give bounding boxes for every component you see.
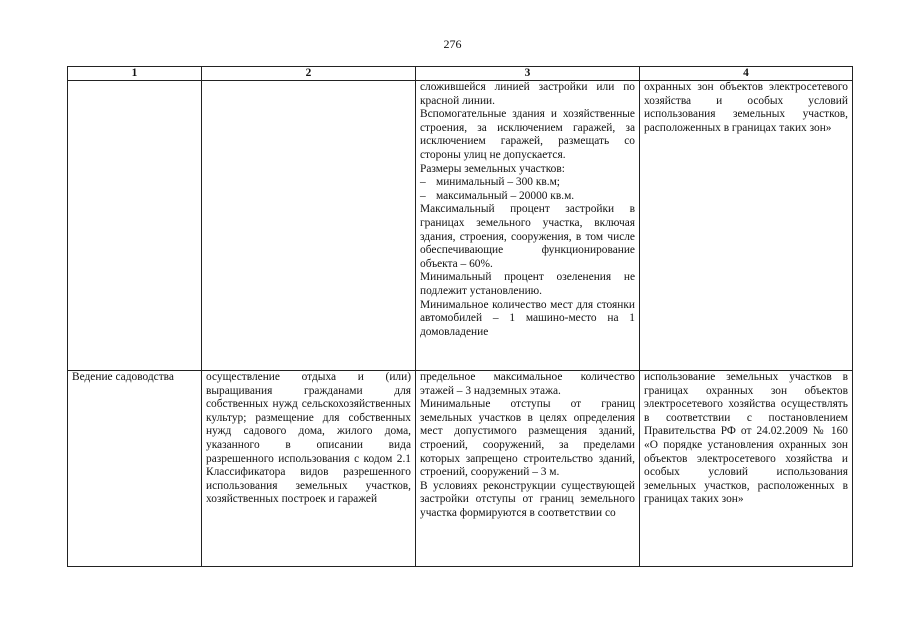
list-item-text: максимальный – 20000 кв.м. [436, 189, 575, 202]
page-number: 276 [443, 37, 462, 51]
parameters-text: В условиях реконструкции существующей застройки отступы от границ земельного участка формируются в соответствии со [420, 479, 635, 519]
restrictions-cell: использование земельных участков в границах охранных зон объектов электросетевого хозяйства осуществлять в соответствии с постановлением Правительства РФ от 24.02.2009 № 160 «О порядке установления охранных зон объектов электросетевого хозяйства и особых условий использования земельных участков, расположенных в границах таких зон» [640, 371, 853, 567]
table-row [68, 371, 853, 567]
parameters-text: Максимальный процент застройки в границах земельного участка, включая здания, строения, сооружения, в том числе обеспечивающие функционирование объекта – 60%. [420, 203, 635, 270]
parameters-text: Вспомогательные здания и хозяйственные строения, за исключением гаражей, за исключением гаражей, размещать со стороны улиц не допускается. [420, 108, 635, 161]
use-description-cell: осуществление отдыха и (или) выращивания гражданами для собственных нужд сельскохозяйственных культур; размещение для собственных нужд садового дома, жилого дома, указанного в описании вида разрешенного использования с кодом 2.1 Классификатора видов разрешенного использования земельных участков, хозяйственных построек и гаражей [202, 371, 416, 567]
parameters-text: сложившейся линией застройки или по красной линии. [420, 81, 635, 107]
use-description-cell [202, 81, 416, 371]
use-type-cell [68, 81, 202, 371]
parameters-text: Размеры земельных участков: [420, 162, 565, 175]
column-header-1: 1 [68, 67, 202, 81]
column-header-2: 2 [202, 67, 416, 81]
list-item [420, 190, 635, 204]
parameters-text: Минимальный процент озеленения не подлежит установлению. [420, 271, 635, 297]
regulations-table [67, 66, 853, 567]
table-row [68, 81, 853, 371]
parameters-cell [416, 371, 640, 567]
use-type-cell: Ведение садоводства [68, 371, 202, 567]
column-header-3: 3 [416, 67, 640, 81]
parameters-cell [416, 81, 640, 371]
dash-bullet: – [420, 189, 426, 202]
column-header-4: 4 [640, 67, 853, 81]
table-header-row [68, 67, 853, 81]
parameters-text: Минимальное количество мест для стоянки автомобилей – 1 машино-место на 1 домовладение [420, 298, 635, 338]
list-item [420, 176, 635, 190]
list-item-text: минимальный – 300 кв.м; [436, 176, 560, 189]
restrictions-cell: охранных зон объектов электросетевого хозяйства и особых условий использования земельных участков, расположенных в границах таких зон» [640, 81, 853, 371]
parameters-text: Минимальные отступы от границ земельных участков в целях определения мест допустимого размещения зданий, строений, сооружений, за пределами которых запрещено строительство зданий, строений, сооружений – 3 м. [420, 398, 635, 479]
dash-bullet: – [420, 176, 426, 189]
parameters-text: предельное максимальное количество этажей – 3 надземных этажа. [420, 371, 635, 397]
